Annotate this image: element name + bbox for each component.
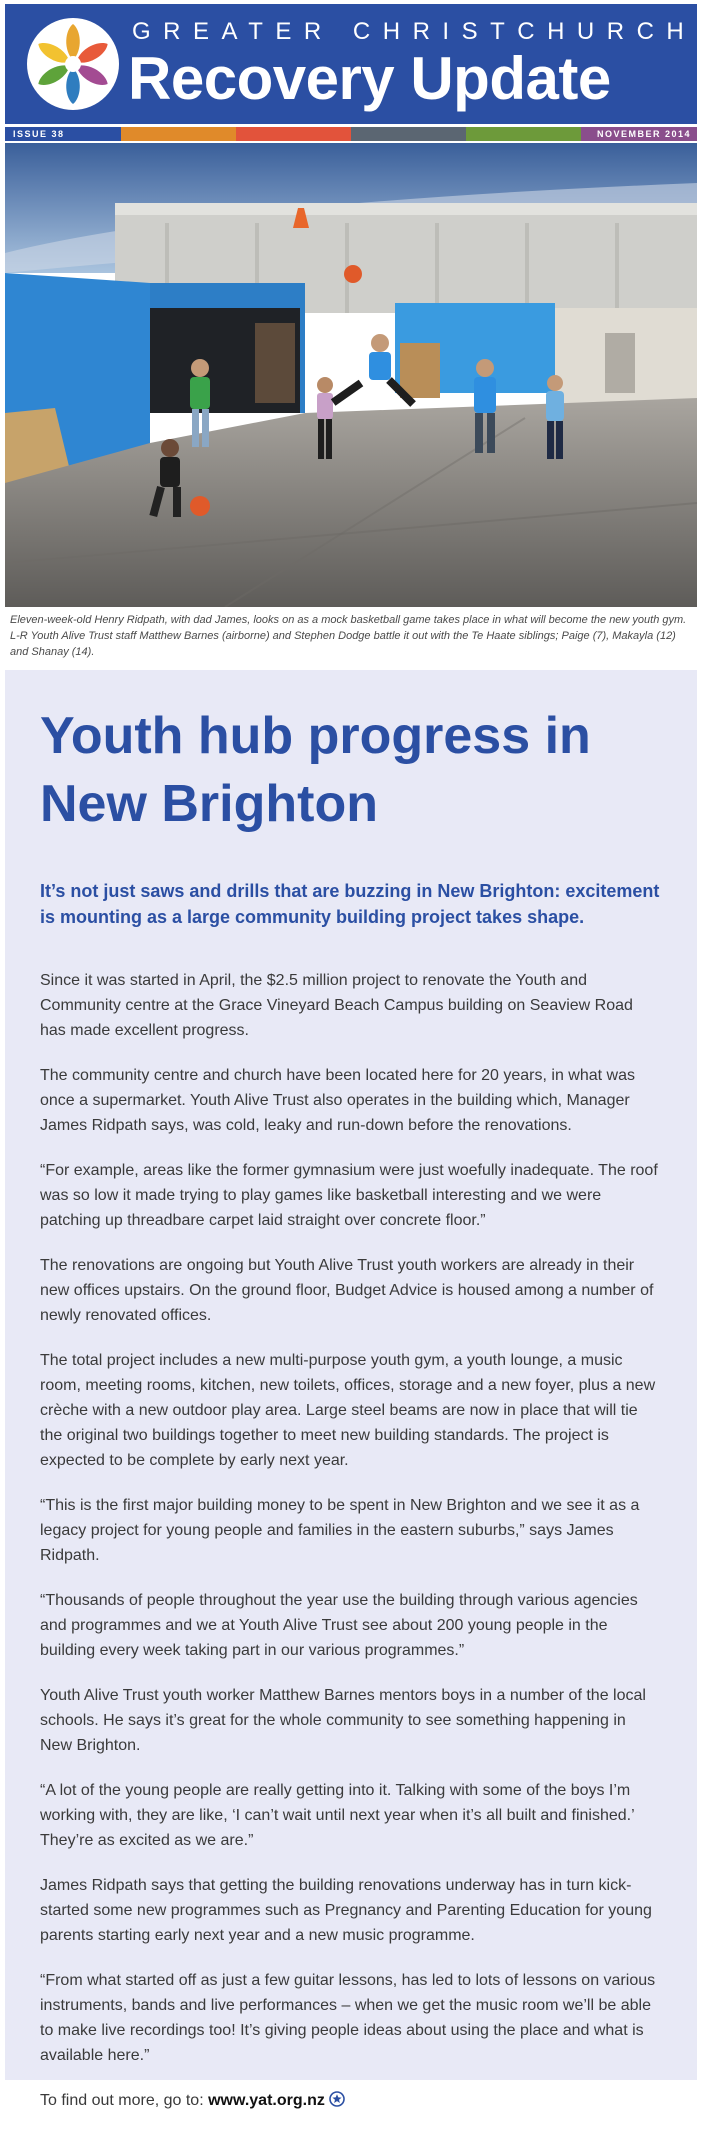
article-paragraph: Youth Alive Trust youth worker Matthew Barnes mentors boys in a number of the local schools. He says it’s great for the whole community to see something happening in New Brighton. (40, 1687, 646, 1754)
flower-logo-icon (25, 16, 121, 112)
strip-segment (236, 127, 351, 141)
issue-date: NOVEMBER 2014 (596, 129, 691, 139)
article-paragraph: The community centre and church have been located here for 20 years, in what was once a supermarket. Youth Alive Trust also operates in the building which, Manager James Ridpath says, was cold, leaky and run-down before the renovations. (40, 1067, 635, 1134)
article-paragraph: “For example, areas like the former gymnasium were just woefully inadequate. The roof was so low it made trying to play games like basketball interesting and we were patching up threadbare carpet laid straight over concrete floor.” (40, 1162, 658, 1229)
article-paragraph: Since it was started in April, the $2.5 million project to renovate the Youth and Community centre at the Grace Vineyard Beach Campus building on Seaview Road has made excellent progress. (40, 972, 633, 1039)
find-out-more (40, 2088, 660, 2113)
find-out-more-label: To find out more, go to: (40, 2092, 209, 2109)
article-headline: Youth hub progress in New Brighton (40, 707, 591, 833)
issue-strip (5, 127, 697, 141)
masthead (5, 4, 697, 124)
article-paragraph: “A lot of the young people are really getting into it. Talking with some of the boys I’m working with, they are like, ‘I can’t wait until next year when it’s all built and finished.’ They’re as excited as we are.” (40, 1782, 635, 1849)
article-paragraph: The renovations are ongoing but Youth Alive Trust youth workers are already in their new offices upstairs. On the ground floor, Budget Advice is housed among a number of newly renovated offices. (40, 1257, 654, 1324)
youth-basketball-photo (5, 143, 697, 607)
photo-caption: Eleven-week-old Henry Ridpath, with dad James, looks on as a mock basketball game takes place in what will become the new youth gym. L-R Youth Alive Trust staff Matthew Barnes (airborne) and Stephen Dodge battle it out with the Te Haate siblings; Paige (7), Makayla (12) and Shanay (14). (10, 614, 687, 658)
strip-segment (121, 127, 236, 141)
issue-number: ISSUE 38 (13, 129, 65, 139)
article-paragraph: James Ridpath says that getting the building renovations underway has in turn kick-started some new programmes such as Pregnancy and Parenting Education for young parents starting early next year and a new music programme. (40, 1877, 652, 1944)
strip-segment (466, 127, 581, 141)
yat-website-link[interactable]: www.yat.org.nz (208, 2092, 325, 2109)
external-link-icon[interactable] (329, 2091, 345, 2107)
strip-segment (351, 127, 466, 141)
masthead-region: GREATER CHRISTCHURCH (132, 18, 697, 45)
article-paragraph: “From what started off as just a few guitar lessons, has led to lots of lessons on various instruments, bands and live performances – when we get the music room we’ll be able to make live recordings too! It’s giving people ideas about using the place and what is available here.” (40, 1972, 656, 2064)
article-paragraph: The total project includes a new multi-purpose youth gym, a youth lounge, a music room, meeting rooms, kitchen, new toilets, offices, storage and a new foyer, plus a new crèche with a new outdoor play area. Large steel beams are now in place that will tie the original two buildings together to meet new building standards. The project is expected to be complete by early next year. (40, 1352, 656, 1469)
article-paragraph: “This is the first major building money to be spent in New Brighton and we see it as a legacy project for young people and families in the eastern suburbs,” says James Ridpath. (40, 1497, 640, 1564)
article-paragraph: “Thousands of people throughout the year use the building through various agencies and programmes and we at Youth Alive Trust see about 200 young people in the building every week taking part in our various programmes.” (40, 1592, 638, 1659)
photo-illustration (5, 143, 697, 607)
article-body (40, 968, 660, 2133)
masthead-title: Recovery Update (128, 45, 611, 112)
article-lead: It’s not just saws and drills that are buzzing in New Brighton: excitement is mounting as a large community building project takes shape. (40, 881, 660, 927)
